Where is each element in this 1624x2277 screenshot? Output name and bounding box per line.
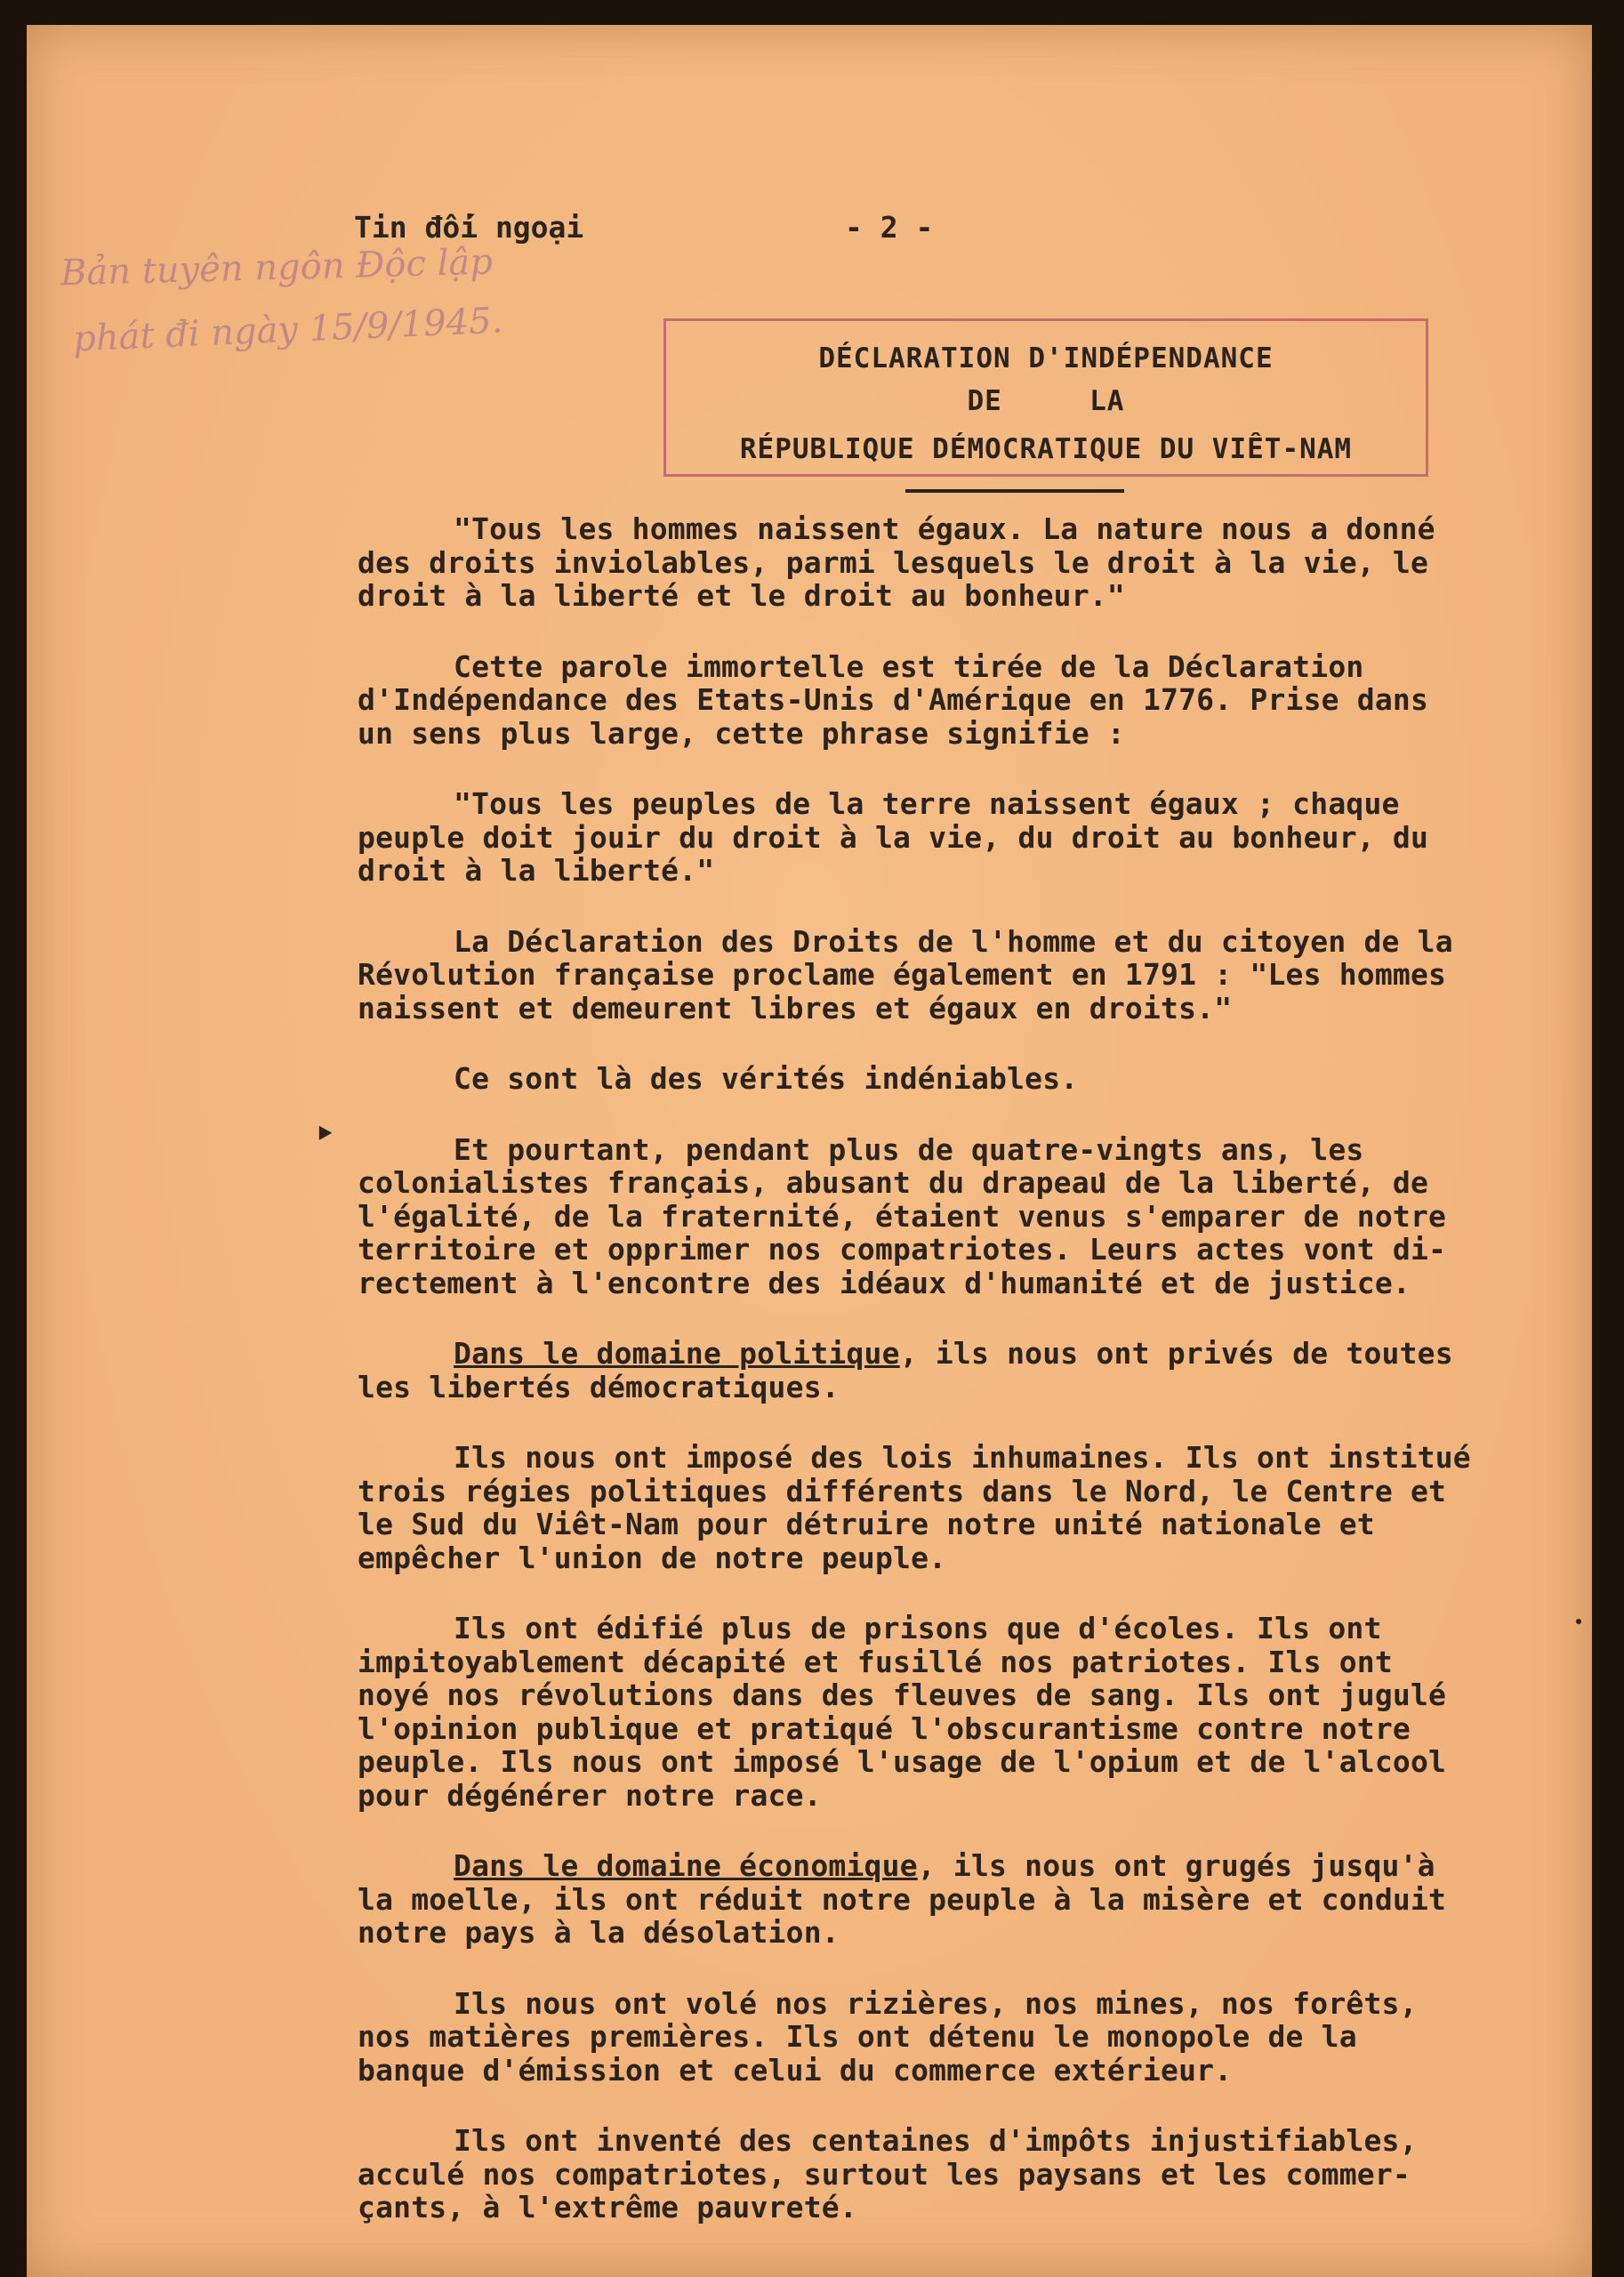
text-line: trois régies politiques différents dans le Nord, le Centre et bbox=[358, 1473, 1447, 1509]
paragraph bbox=[358, 1062, 1592, 1096]
text-line: nos matières premières. Ils ont détenu le monopole de la bbox=[358, 2019, 1357, 2054]
title-underline bbox=[905, 489, 1124, 493]
text-line: notre pays à la désolation. bbox=[358, 1915, 840, 1950]
paragraph bbox=[358, 925, 1592, 1026]
title-box bbox=[663, 318, 1428, 477]
text-line: acculé nos compatriotes, surtout les paysans et les commer- bbox=[358, 2156, 1411, 2192]
text-line: Ils ont inventé des centaines d'impôts injustifiables, bbox=[454, 2123, 1418, 2158]
paragraph bbox=[358, 1612, 1592, 1812]
text-line: Cette parole immortelle est tirée de la Déclaration bbox=[454, 648, 1364, 684]
title-line-3: RÉPUBLIQUE DÉMOCRATIQUE DU VIÊT-NAM bbox=[739, 433, 1353, 465]
header-source: Tin đối ngoại bbox=[354, 210, 584, 245]
paragraph bbox=[358, 1133, 1592, 1300]
text-line: la moelle, ils ont réduit notre peuple à la misère et conduit bbox=[358, 1881, 1447, 1917]
paragraph bbox=[358, 1987, 1592, 2088]
paragraph bbox=[358, 1441, 1592, 1574]
title-line-1: DÉCLARATION D'INDÉPENDANCE bbox=[818, 342, 1274, 374]
text-line: banque d'émission et celui du commerce extérieur. bbox=[358, 2052, 1233, 2088]
paragraph bbox=[358, 787, 1592, 888]
text-line: Ils nous ont volé nos rizières, nos mines, nos forêts, bbox=[454, 1985, 1418, 2021]
text-line: le Sud du Viêt-Nam pour détruire notre unité nationale et bbox=[358, 1507, 1375, 1541]
paragraph bbox=[358, 1849, 1592, 1950]
document-page bbox=[27, 25, 1592, 2277]
text-line: peuple. Ils nous ont imposé l'usage de l'opium et de l'alcool bbox=[358, 1744, 1447, 1779]
text-line: droit à la liberté et le droit au bonheur." bbox=[358, 578, 1125, 613]
text-line: Ce sont là des vérités indéniables. bbox=[454, 1061, 1079, 1096]
text-line: l'égalité, de la fraternité, étaient venus s'emparer de notre bbox=[358, 1198, 1447, 1234]
underlined-heading: Dans le domaine politique bbox=[454, 1336, 900, 1371]
text-line: "Tous les hommes naissent égaux. La nature nous a donné bbox=[454, 511, 1435, 546]
handwritten-note-line2: phát đi ngày 15/9/1945. bbox=[72, 300, 504, 360]
text-line: Dans le domaine politique, ils nous ont privés de toutes bbox=[454, 1336, 1453, 1371]
text-line: colonialistes français, abusant du drapeau de la liberté, de bbox=[358, 1165, 1429, 1200]
text-line: peuple doit jouir du droit à la vie, du droit au bonheur, du bbox=[358, 819, 1429, 855]
text-line: naissent et demeurent libres et égaux en droits." bbox=[358, 990, 1233, 1026]
text-line: droit à la liberté." bbox=[358, 853, 715, 888]
paragraph bbox=[358, 2124, 1592, 2225]
underlined-heading: Dans le domaine économique bbox=[454, 1848, 918, 1883]
text-line: Ils nous ont imposé des lois inhumaines. Ils ont institué bbox=[454, 1440, 1471, 1475]
text-line: çants, à l'extrême pauvreté. bbox=[358, 2190, 857, 2225]
paragraph bbox=[358, 512, 1592, 613]
text-line: des droits inviolables, parmi lesquels le droit à la vie, le bbox=[358, 544, 1429, 580]
handwritten-note-line1: Bản tuyên ngôn Độc lập bbox=[60, 241, 494, 294]
text-line: impitoyablement décapité et fusillé nos patriotes. Ils ont bbox=[358, 1644, 1393, 1679]
text-line: les libertés démocratiques. bbox=[358, 1369, 840, 1404]
text-line: noyé nos révolutions dans des fleuves de sang. Ils ont jugulé bbox=[358, 1678, 1447, 1712]
text-line: rectement à l'encontre des idéaux d'humanité et de justice. bbox=[358, 1265, 1411, 1300]
title-line-2: DE LA bbox=[967, 385, 1125, 417]
text-line: La Déclaration des Droits de l'homme et du citoyen de la bbox=[454, 923, 1453, 959]
text-line: empêcher l'union de notre peuple. bbox=[358, 1540, 947, 1575]
text-line: d'Indépendance des Etats-Unis d'Amérique en 1776. Prise dans bbox=[358, 682, 1429, 717]
text-line: Dans le domaine économique, ils nous ont grugés jusqu'à bbox=[454, 1848, 1435, 1883]
text-line: l'opinion publique et pratiqué l'obscurantisme contre notre bbox=[358, 1710, 1411, 1746]
ink-mark: ‣ bbox=[313, 1112, 337, 1157]
text-line: pour dégénérer notre race. bbox=[358, 1777, 822, 1813]
page-number: - 2 - bbox=[845, 210, 934, 245]
text-line: Révolution française proclame également en 1791 : "Les hommes bbox=[358, 957, 1447, 992]
text-line: Et pourtant, pendant plus de quatre-vingts ans, les bbox=[454, 1131, 1364, 1167]
document-body bbox=[358, 512, 1592, 2225]
text-line: territoire et opprimer nos compatriotes. Leurs actes vont di- bbox=[358, 1232, 1447, 1267]
text-line: un sens plus large, cette phrase signifie : bbox=[358, 715, 1125, 751]
paragraph bbox=[358, 650, 1592, 751]
paragraph bbox=[358, 1337, 1592, 1404]
text-line: "Tous les peuples de la terre naissent égaux ; chaque bbox=[454, 786, 1400, 821]
text-line: Ils ont édifié plus de prisons que d'écoles. Ils ont bbox=[454, 1611, 1382, 1645]
